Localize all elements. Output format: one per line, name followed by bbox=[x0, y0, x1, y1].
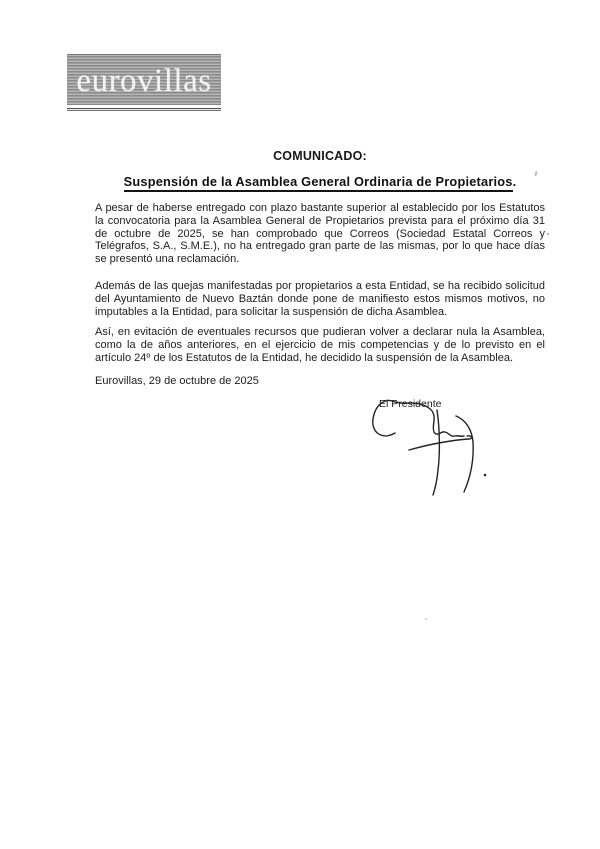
paragraph-1: A pesar de haberse entregado con plazo bastante superior al establecido por los Estatutos la convocatoria para la Asamblea General de Propietarios prevista para el próximo día 31 de octubre de 2025, se han comprobado que Correos (Sociedad Estatal Correos y Telégrafos, S.A., S.M.E.), no ha entregado gran parte de las mismas, por lo que hace días se presentó una reclamación. bbox=[95, 202, 545, 266]
signature-stroke-arc bbox=[456, 416, 473, 492]
signature-stroke-cross bbox=[409, 436, 471, 450]
signature-scribble-icon bbox=[345, 395, 495, 500]
scan-speck bbox=[547, 233, 549, 235]
signature-label: El Presidente bbox=[379, 398, 442, 410]
scan-speck bbox=[425, 618, 427, 620]
letter-title-text: Suspensión de la Asamblea General Ordinaria de Propietarios bbox=[124, 174, 513, 192]
dateline: Eurovillas, 29 de octubre de 2025 bbox=[95, 375, 259, 387]
letter-title bbox=[75, 174, 565, 189]
logo-underline-rule bbox=[67, 108, 221, 111]
paragraph-2: Además de las quejas manifestadas por propietarios a esta Entidad, se ha recibido solicitud del Ayuntamiento de Nuevo Baztán donde pone de manifiesto estos mismos motivos, no imputables a la Entidad, para solicitar la suspensión de dicha Asamblea. bbox=[95, 280, 545, 318]
logo-wordmark: eurovillas bbox=[76, 62, 212, 99]
signature-ink-dot bbox=[484, 474, 487, 477]
signature-stroke-loop bbox=[373, 401, 464, 437]
eurovillas-logo bbox=[67, 54, 221, 105]
paragraph-3: Así, en evitación de eventuales recursos que pudieran volver a declarar nula la Asamblea, como la de años anteriores, en el ejercicio de mis competencias y de lo previsto en el artículo 24º de los Estatutos de la Entidad, he decidido la suspensión de la Asamblea. bbox=[95, 326, 545, 364]
comunicado-heading: COMUNICADO: bbox=[273, 149, 367, 163]
letter-title-period: . bbox=[512, 174, 517, 189]
